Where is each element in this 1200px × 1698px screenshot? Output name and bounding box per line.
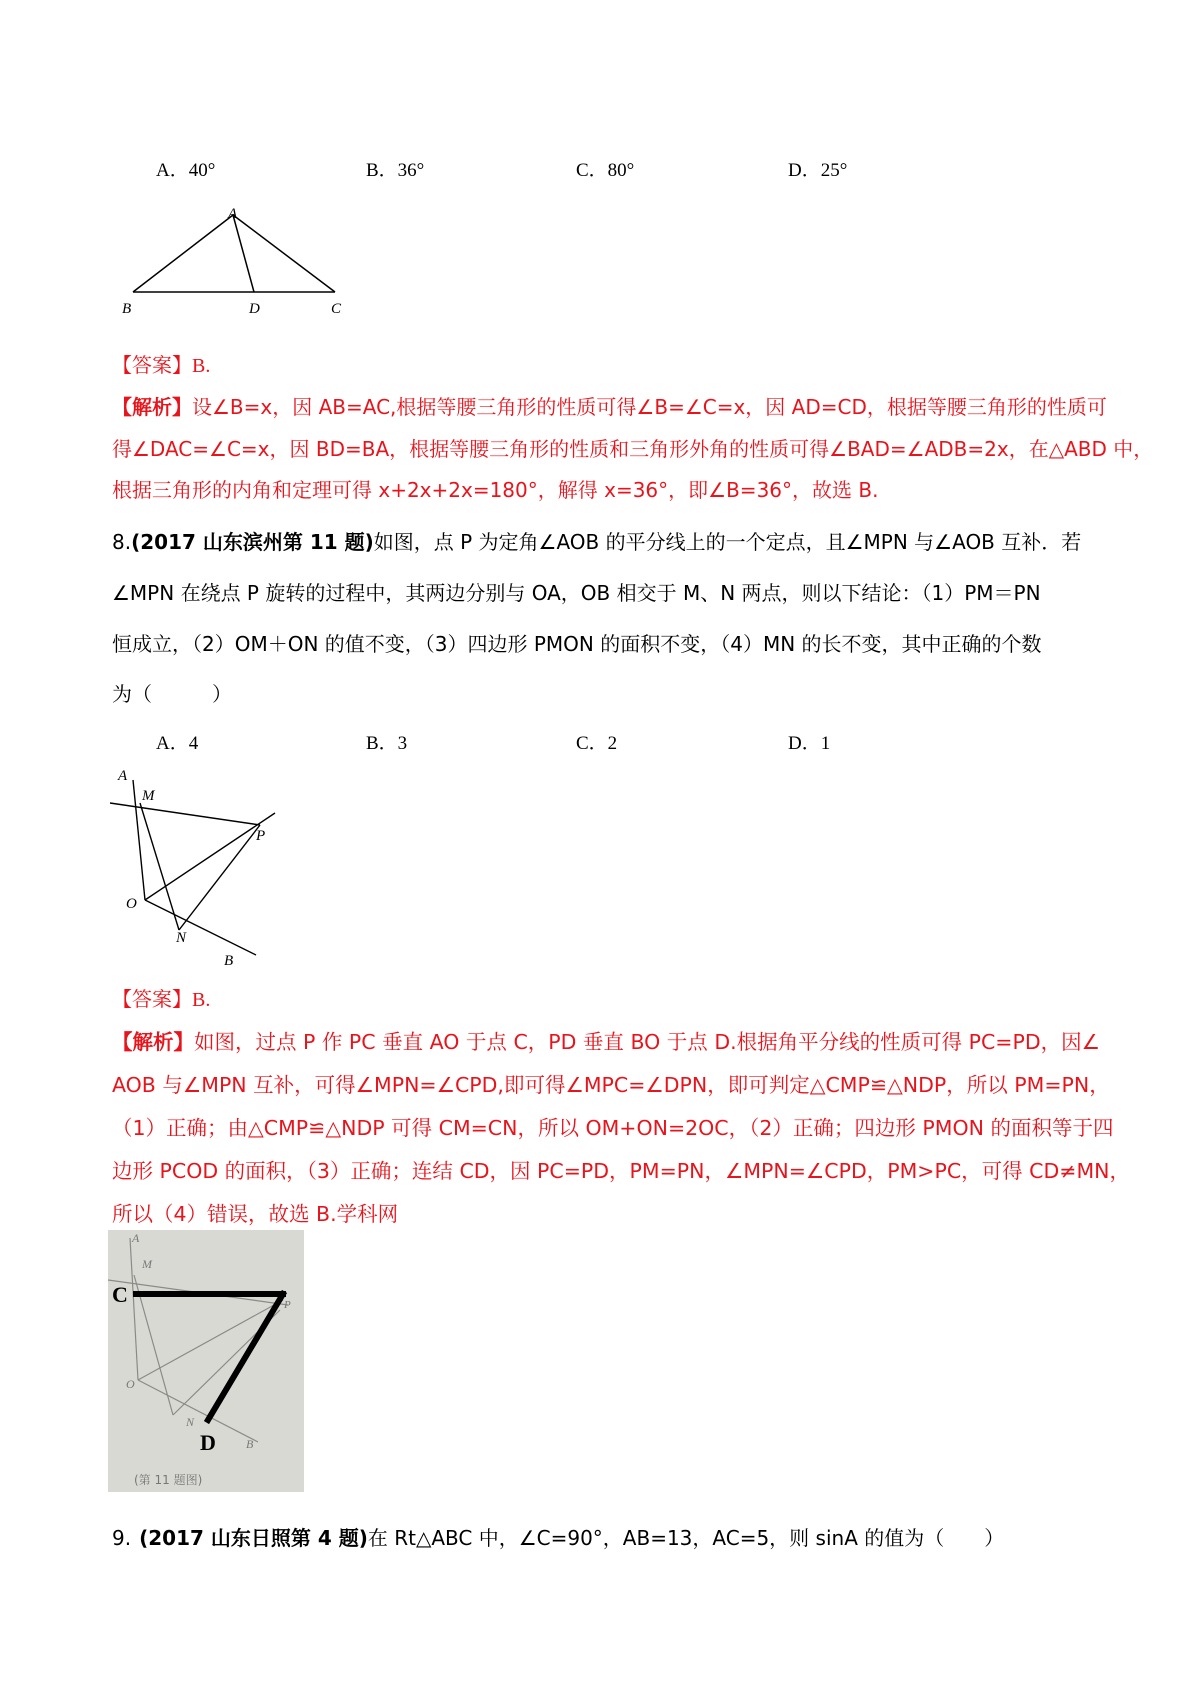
fig8-label-a: A bbox=[118, 768, 128, 784]
analysis-tag: 【解析】 bbox=[112, 1030, 194, 1054]
analysis-tag: 【解析】 bbox=[112, 395, 192, 419]
option-b: B．36° bbox=[366, 160, 425, 181]
q7-analysis-line-2: 得∠DAC=∠C=x，因 BD=BA，根据等腰三角形的性质和三角形外角的性质可得∠BAD=∠ADB=2x，在△ABD 中， bbox=[112, 437, 1154, 461]
answer-value: B. bbox=[192, 989, 211, 1011]
answer-tag: 【答案】 bbox=[112, 353, 192, 377]
q8-option-a: A．4 bbox=[156, 733, 199, 754]
label-c: C bbox=[331, 301, 342, 317]
label-d: D bbox=[249, 301, 260, 317]
q8-answer bbox=[112, 979, 210, 1020]
option-d: D．25° bbox=[788, 160, 848, 181]
photo-label-o: O bbox=[126, 1377, 135, 1391]
scanned-figure-photo bbox=[108, 1230, 304, 1492]
answer-tag: 【答案】 bbox=[112, 987, 192, 1011]
photo-label-b: B bbox=[246, 1437, 254, 1451]
q8-option-d: D．1 bbox=[788, 733, 831, 754]
photo-label-p: P bbox=[284, 1299, 291, 1311]
option-c: C．80° bbox=[576, 160, 635, 181]
q8-stem-line-2: ∠MPN 在绕点 P 旋转的过程中，其两边分别与 OA，OB 相交于 M、N 两点，则以下结论：（1）PM＝PN bbox=[112, 581, 1041, 605]
answer-value: B. bbox=[192, 355, 211, 377]
q8-source: (2017 山东滨州第 11 题) bbox=[131, 530, 374, 554]
fig8-label-o: O bbox=[126, 896, 137, 912]
fig8-label-b: B bbox=[224, 953, 234, 969]
fig8-label-n: N bbox=[176, 930, 187, 946]
q9-source: (2017 山东日照第 4 题) bbox=[139, 1526, 368, 1550]
q8-analysis-line-2: AOB 与∠MPN 互补，可得∠MPN=∠CPD,即可得∠MPC=∠DPN，即可判定△CMP≌△NDP，所以 PM=PN， bbox=[112, 1073, 1110, 1097]
photo-label-a: A bbox=[132, 1231, 140, 1245]
photo-label-d: D bbox=[200, 1430, 216, 1455]
q8-analysis-line-4: 边形 PCOD 的面积，（3）正确；连结 CD，因 PC=PD，PM=PN，∠MPN=∠CPD，PM>PC，可得 CD≠MN， bbox=[112, 1159, 1130, 1183]
q8-analysis-line-5: 所以（4）错误，故选 B.学科网 bbox=[112, 1202, 399, 1226]
q8-analysis-line-1: 【解析】如图，过点 P 作 PC 垂直 AO 于点 C，PD 垂直 BO 于点 D.根据角平分线的性质可得 PC=PD，因∠ bbox=[112, 1030, 1101, 1054]
photo-caption: (第 11 题图) bbox=[134, 1473, 203, 1487]
q8-stem-line-4: 为（ ） bbox=[112, 682, 232, 706]
fig8-label-m: M bbox=[142, 788, 155, 804]
q8-stem-line-1: 8.(2017 山东滨州第 11 题)如图，点 P 为定角∠AOB 的平分线上的一个定点，且∠MPN 与∠AOB 互补．若 bbox=[112, 530, 1082, 554]
photo-label-n: N bbox=[186, 1415, 195, 1429]
label-b: B bbox=[122, 301, 132, 317]
q7-analysis-line-1: 【解析】设∠B=x，因 AB=AC,根据等腰三角形的性质可得∠B=∠C=x，因 AD=CD，根据等腰三角形的性质可 bbox=[112, 395, 1107, 419]
q7-analysis-line-3: 根据三角形的内角和定理可得 x+2x+2x=180°，解得 x=36°，即∠B=36°，故选 B. bbox=[112, 478, 879, 502]
q8-option-b: B．3 bbox=[366, 733, 408, 754]
option-a: A．40° bbox=[156, 160, 216, 181]
q8-analysis-line-3: （1）正确；由△CMP≌△NDP 可得 CM=CN，所以 OM+ON=2OC，（2）正确；四边形 PMON 的面积等于四 bbox=[112, 1116, 1114, 1140]
q8-stem-line-3: 恒成立，（2）OM＋ON 的值不变，（3）四边形 PMON 的面积不变，（4）MN 的长不变，其中正确的个数 bbox=[112, 632, 1042, 656]
q8-option-c: C．2 bbox=[576, 733, 618, 754]
label-a: A bbox=[228, 206, 238, 222]
q9-stem: 9. (2017 山东日照第 4 题)在 Rt△ABC 中，∠C=90°，AB=13，AC=5，则 sinA 的值为（ ） bbox=[112, 1526, 1005, 1550]
fig8-label-p: P bbox=[256, 828, 266, 844]
photo-label-c: C bbox=[112, 1282, 128, 1307]
photo-label-m: M bbox=[142, 1257, 152, 1271]
